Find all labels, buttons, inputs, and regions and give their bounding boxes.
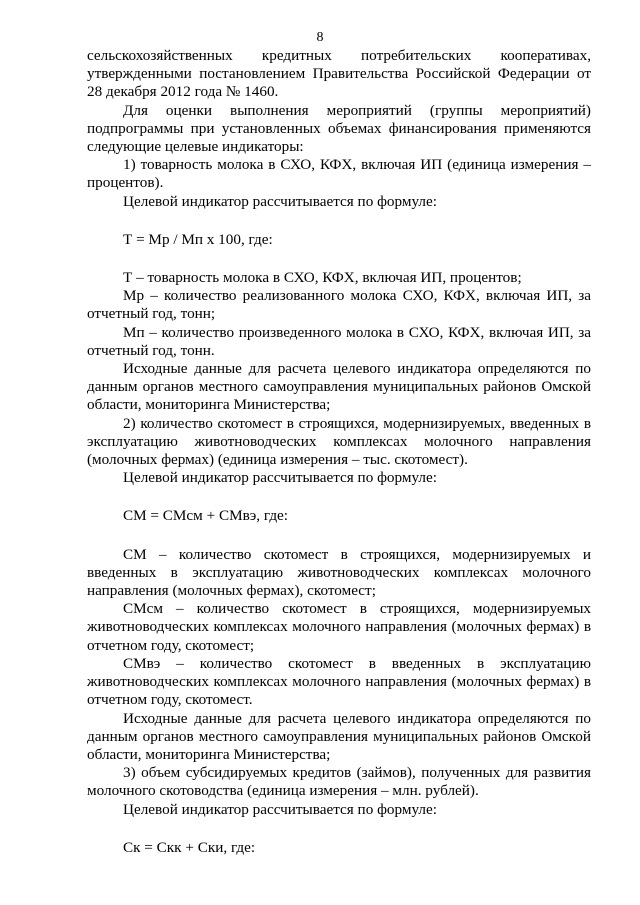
paragraph-indicator-3: 3) объем субсидируемых кредитов (займов), полученных для развития молочного скотоводства (единица измерения – млн. рублей). xyxy=(87,764,591,800)
formula-2: СМ = СМсм + СМвэ, где: xyxy=(123,507,289,525)
paragraph-def-mp: Мп – количество произведенного молока в СХО, КФХ, включая ИП, за отчетный год, тонн. xyxy=(87,323,591,359)
paragraph-formula-intro-2: Целевой индикатор рассчитывается по формуле: xyxy=(123,469,437,487)
spacer xyxy=(87,211,591,231)
spacer xyxy=(87,819,591,839)
paragraph-def-mr: Мр – количество реализованного молока СХО, КФХ, включая ИП, за отчетный год, тонн; xyxy=(87,287,591,323)
spacer xyxy=(87,526,591,546)
spacer xyxy=(87,487,591,507)
formula-3: Ск = Скк + Ски, где: xyxy=(123,838,256,856)
paragraph-formula-intro-1: Целевой индикатор рассчитывается по формуле: xyxy=(123,192,437,210)
paragraph-def-t: Т – товарность молока в СХО, КФХ, включая ИП, процентов; xyxy=(123,269,522,287)
paragraph-def-sm: СМ – количество скотомест в строящихся, модернизируемых и введенных в эксплуатацию животноводческих комплексах молочного направления (молочных фермах), скотомест; xyxy=(87,545,591,600)
page-number: 8 xyxy=(316,30,324,45)
document-body xyxy=(87,47,591,857)
paragraph-indicator-2: 2) количество скотомест в строящихся, модернизируемых, введенных в эксплуатацию животноводческих комплексах молочного направления (молочных фермах) (единица измерения – тыс. скотомест). xyxy=(87,414,591,469)
paragraph-def-smve: СМвэ – количество скотомест в введенных в эксплуатацию животноводческих комплексах молочного направления (молочных фермах) в отчетном году, скотомест. xyxy=(87,654,591,709)
paragraph-def-smsm: СМсм – количество скотомест в строящихся, модернизируемых животноводческих комплексах молочного направления (молочных фермах) в отчетном году, скотомест; xyxy=(87,600,591,654)
formula-1: Т = Мр / Мп х 100, где: xyxy=(123,230,273,248)
spacer xyxy=(87,249,591,269)
paragraph-formula-intro-3: Целевой индикатор рассчитывается по формуле: xyxy=(123,800,437,818)
paragraph-indicators-intro: Для оценки выполнения мероприятий (группы мероприятий) подпрограммы при установленных объемах финансирования применяются следующие целевые индикаторы: xyxy=(87,101,591,156)
paragraph-indicator-1: 1) товарность молока в СХО, КФХ, включая ИП (единица измерения – процентов). xyxy=(87,156,591,192)
paragraph-source-data-2: Исходные данные для расчета целевого индикатора определяются по данным органов местного самоуправления муниципальных районов Омской области, мониторинга Министерства; xyxy=(87,709,591,763)
paragraph-cooperatives: сельскохозяйственных кредитных потребительских кооперативах, утвержденными постановлением Правительства Российской Федерации от 28 декабря 2012 года № 1460. xyxy=(87,47,591,101)
paragraph-source-data-1: Исходные данные для расчета целевого индикатора определяются по данным органов местного самоуправления муниципальных районов Омской области, мониторинга Министерства; xyxy=(87,360,591,414)
